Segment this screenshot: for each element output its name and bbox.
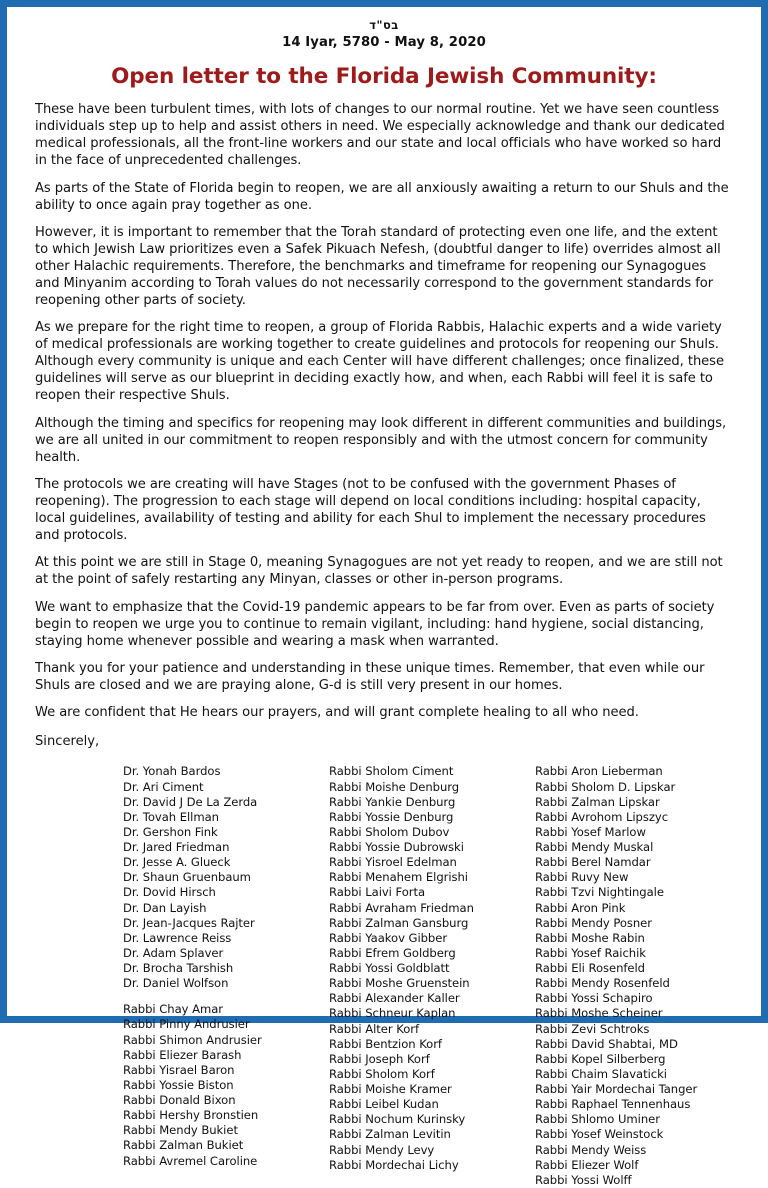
page-title: Open letter to the Florida Jewish Community: [111, 64, 657, 90]
signatory-name: Dr. Daniel Wolfson [123, 976, 229, 991]
body-paragraph: Thank you for your patience and understanding in these unique times. Remember, that even while our Shuls are closed and we are praying alone, G-d is still very present in our homes. [35, 661, 705, 694]
signatory-name: Rabbi Pinny Andrusier [123, 1017, 250, 1032]
signatory-column-3 [535, 764, 697, 1188]
signatory-name: Rabbi Yossi Schapiro [535, 991, 653, 1006]
signatory-name: Dr. Yonah Bardos [123, 764, 221, 779]
signatory-name: Rabbi Chay Amar [123, 1002, 223, 1017]
signatory-name: Rabbi Efrem Goldberg [329, 945, 456, 960]
body-paragraph: At this point we are still in Stage 0, meaning Synagogues are not yet ready to reopen, and we are still not at the point of safely restarting any Minyan, classes or other in-person programs. [35, 555, 723, 588]
signatory-name: Rabbi Zalman Gansburg [329, 915, 469, 930]
signatory-name: Rabbi Avrohom Lipszyc [535, 809, 669, 824]
signatory-name: Rabbi Yair Mordechai Tanger [535, 1082, 698, 1097]
signatory-name: Rabbi Mendy Bukiet [123, 1123, 238, 1138]
letter-body [35, 102, 733, 722]
signatory-name: Dr. Lawrence Reiss [123, 930, 232, 945]
signatory-name: Rabbi Mendy Posner [535, 915, 652, 930]
body-paragraph: As parts of the State of Florida begin to reopen, we are all anxiously awaiting a return to our Shuls and the ability to once again pray together as one. [35, 180, 729, 213]
signatory-name: Rabbi Leibel Kudan [329, 1097, 439, 1112]
signatory-name: Rabbi Eliezer Barash [123, 1047, 242, 1062]
doctors-group-1 [123, 764, 329, 991]
signatory-name: Rabbi Mendy Levy [329, 1142, 435, 1157]
signatory-column-1 [123, 764, 329, 1188]
signatory-name: Rabbi Yossi Wolff [535, 1172, 632, 1187]
signatory-name: Rabbi Yosef Marlow [535, 824, 646, 839]
body-paragraph: We are confident that He hears our prayers, and will grant complete healing to all who need. [35, 705, 639, 721]
body-paragraph: We want to emphasize that the Covid-19 pandemic appears to be far from over. Even as parts of society begin to reopen we urge you to continue to remain vigilant, including: hand hygiene, social distancing, staying home whenever possible and wearing a mask when warranted. [35, 599, 715, 649]
signatory-name: Rabbi Joseph Korf [329, 1051, 430, 1066]
signatory-name: Rabbi Chaim Slavaticki [535, 1066, 667, 1081]
signatory-name: Rabbi Sholom D. Lipskar [535, 779, 676, 794]
signatory-name: Rabbi Zevi Schtroks [535, 1021, 650, 1036]
signatory-name: Rabbi Moshe Rabin [535, 930, 645, 945]
signatory-name: Rabbi Alexander Kaller [329, 991, 460, 1006]
signatory-name: Rabbi Eli Rosenfeld [535, 961, 645, 976]
signatory-name: Rabbi Avraham Friedman [329, 900, 474, 915]
signatory-name: Rabbi Mendy Rosenfeld [535, 976, 670, 991]
signatory-name: Rabbi Mordechai Lichy [329, 1157, 459, 1172]
body-paragraph: The protocols we are creating will have Stages (not to be confused with the government Phases of reopening). The progression to each stage will depend on local conditions including: hospital capacity, local guidelines, availability of testing and ability for each Shul to implement the necessary procedures and protocols. [35, 476, 706, 543]
signatory-name: Dr. Dan Layish [123, 900, 207, 915]
signatory-name: Rabbi Yisrael Baron [123, 1062, 235, 1077]
signatory-name: Rabbi Yosef Weinstock [535, 1127, 664, 1142]
signatory-name: Rabbi Moshe Gruenstein [329, 976, 470, 991]
signatory-name: Dr. Shaun Gruenbaum [123, 870, 251, 885]
body-paragraph: These have been turbulent times, with lots of changes to our normal routine. Yet we have seen countless individuals step up to help and assist others in need. We especially acknowledge and thank our dedicated medical professionals, all the front-line workers and our state and local officials who have worked so hard in the face of unprecedented challenges. [35, 102, 725, 169]
signatory-name: Rabbi Ruvy New [535, 870, 629, 885]
signatories-section [35, 764, 733, 1188]
signatory-name: Rabbi Alter Korf [329, 1021, 419, 1036]
signatory-name: Rabbi Shimon Andrusier [123, 1032, 262, 1047]
signatory-name: Dr. Adam Splaver [123, 945, 224, 960]
bsd-hebrew-marker: בס"ד [369, 18, 399, 32]
signatory-name: Rabbi Moshe Scheiner [535, 1006, 663, 1021]
rabbis-group-2 [329, 764, 535, 1172]
signatory-name: Rabbi Aron Lieberman [535, 764, 663, 779]
signatory-column-2 [329, 764, 535, 1188]
signatory-name: Dr. Jared Friedman [123, 840, 230, 855]
signatory-name: Rabbi Sholom Korf [329, 1066, 435, 1081]
signatory-name: Dr. Gershon Fink [123, 824, 218, 839]
signatory-name: Rabbi Bentzion Korf [329, 1036, 442, 1051]
letter-content [7, 7, 761, 1188]
rabbis-group-3 [535, 764, 697, 1188]
letter-date: 14 Iyar, 5780 - May 8, 2020 [282, 35, 486, 51]
signatory-name: Rabbi Sholom Ciment [329, 764, 454, 779]
signatory-name: Rabbi Mendy Weiss [535, 1142, 647, 1157]
signatory-name: Rabbi Berel Namdar [535, 855, 651, 870]
signatory-name: Rabbi Yossie Dubrowski [329, 840, 464, 855]
signatory-name: Rabbi Moishe Kramer [329, 1082, 452, 1097]
signatory-name: Rabbi Schneur Kaplan [329, 1006, 456, 1021]
signatory-name: Rabbi Tzvi Nightingale [535, 885, 664, 900]
signatory-name: Rabbi Eliezer Wolf [535, 1157, 639, 1172]
signatory-name: Rabbi Yossie Biston [123, 1077, 234, 1092]
body-paragraph: As we prepare for the right time to reopen, a group of Florida Rabbis, Halachic experts and a wide variety of medical professionals are working together to create guidelines and protocols for reopening our Shuls. Although every community is unique and each Center will have different challenges; once finalized, these guidelines will serve as our blueprint in deciding exactly how, and when, each Rabbi will feel it is safe to reopen their respective Shuls. [35, 320, 724, 404]
signatory-name: Rabbi Laivi Forta [329, 885, 425, 900]
signatory-name: Rabbi Yosef Raichik [535, 945, 646, 960]
rabbis-group-1 [123, 1002, 329, 1168]
signatory-name: Rabbi Yossi Goldblatt [329, 961, 450, 976]
signatory-name: Rabbi Avremel Caroline [123, 1153, 258, 1168]
signatory-name: Rabbi Aron Pink [535, 900, 626, 915]
signatory-name: Rabbi Yisroel Edelman [329, 855, 457, 870]
signatory-name: Dr. Dovid Hirsch [123, 885, 216, 900]
signatory-name: Rabbi Kopel Silberberg [535, 1051, 666, 1066]
signatory-name: Rabbi Zalman Levitin [329, 1127, 451, 1142]
signatory-name: Dr. Jean-Jacques Rajter [123, 915, 255, 930]
signatory-name: Rabbi Shlomo Uminer [535, 1112, 660, 1127]
signatory-name: Rabbi Hershy Bronstien [123, 1108, 259, 1123]
signatory-name: Rabbi Zalman Lipskar [535, 794, 660, 809]
signatory-name: Rabbi Yankie Denburg [329, 794, 456, 809]
signatory-name: Rabbi Raphael Tennenhaus [535, 1097, 691, 1112]
signatory-name: Rabbi Mendy Muskal [535, 840, 654, 855]
signatory-name: Rabbi Moishe Denburg [329, 779, 460, 794]
signatory-name: Dr. David J De La Zerda [123, 794, 258, 809]
signatory-name: Rabbi Donald Bixon [123, 1093, 236, 1108]
signatory-name: Dr. Ari Ciment [123, 779, 204, 794]
body-paragraph: However, it is important to remember that the Torah standard of protecting even one life, and the extent to which Jewish Law prioritizes even a Safek Pikuach Nefesh, (doubtful danger to life) overrides almost all other Halachic requirements. Therefore, the benchmarks and timeframe for reopening our Synagogues and Minyanim according to Torah values do not necessarily correspond to the government standards for reopening other parts of society. [35, 225, 721, 308]
signatory-name: Rabbi Zalman Bukiet [123, 1138, 244, 1153]
signatory-name: Dr. Tovah Ellman [123, 809, 219, 824]
signatory-name: Rabbi Menahem Elgrishi [329, 870, 468, 885]
signatory-name: Rabbi Sholom Dubov [329, 824, 450, 839]
signatory-name: Rabbi Nochum Kurinsky [329, 1112, 466, 1127]
signatory-name: Rabbi Yossie Denburg [329, 809, 454, 824]
signatory-name: Rabbi Yaakov Gibber [329, 930, 448, 945]
body-paragraph: Although the timing and specifics for reopening may look different in different communities and buildings, we are all united in our commitment to reopen responsibly and with the utmost concern for community health. [35, 415, 727, 465]
signatory-name: Rabbi David Shabtai, MD [535, 1036, 678, 1051]
signoff-text: Sincerely, [35, 734, 100, 750]
signatory-name: Dr. Jesse A. Glueck [123, 855, 231, 870]
signatory-name: Dr. Brocha Tarshish [123, 961, 234, 976]
